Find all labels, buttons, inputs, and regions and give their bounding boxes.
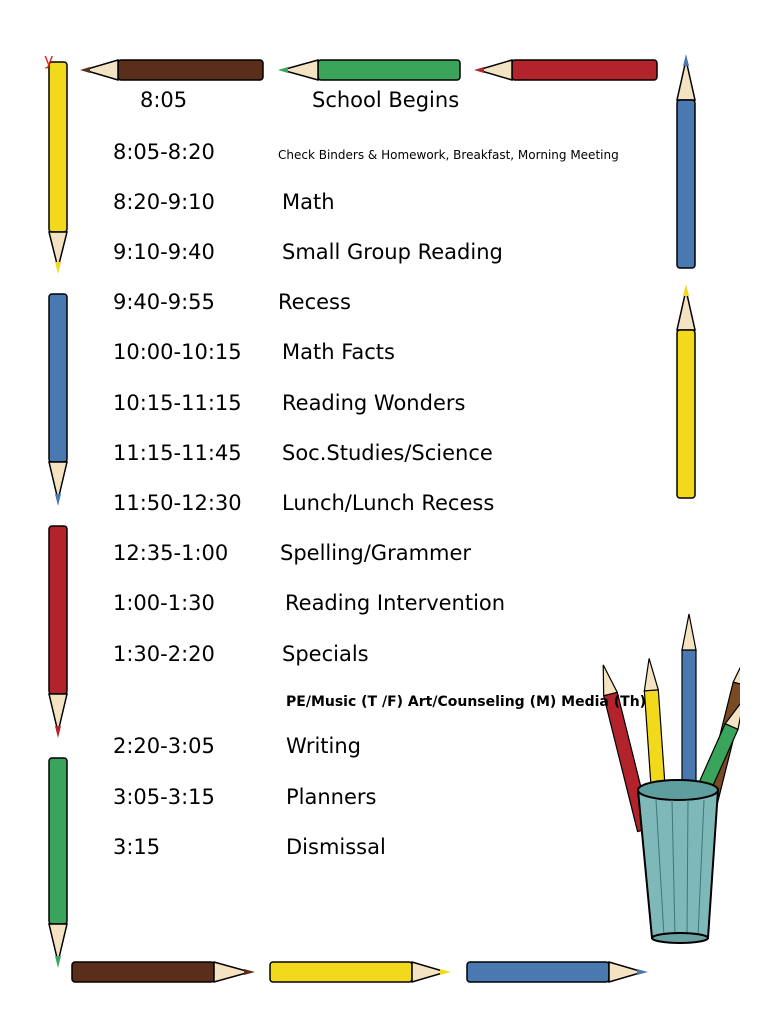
schedule-row xyxy=(0,835,768,875)
schedule-activity: Reading Wonders xyxy=(282,391,466,415)
pencil-bottom-blue-icon xyxy=(467,962,648,982)
schedule-row xyxy=(0,190,768,230)
schedule-row xyxy=(0,140,768,180)
schedule-row xyxy=(0,785,768,825)
schedule-time: 1:30-2:20 xyxy=(113,642,215,666)
schedule-time: 3:15 xyxy=(113,835,161,859)
schedule-time: 8:20-9:10 xyxy=(113,190,215,214)
schedule-time: 9:10-9:40 xyxy=(113,240,215,264)
schedule-row xyxy=(0,642,768,682)
schedule-activity: Math xyxy=(282,190,335,214)
schedule-activity: Soc.Studies/Science xyxy=(282,441,493,465)
pencil-top-red-icon xyxy=(474,60,657,80)
schedule-time: 8:05-8:20 xyxy=(113,140,215,164)
schedule-time: 3:05-3:15 xyxy=(113,785,215,809)
schedule-time: 11:50-12:30 xyxy=(113,491,242,515)
schedule-row xyxy=(0,694,768,734)
schedule-row xyxy=(0,541,768,581)
schedule-time: 12:35-1:00 xyxy=(113,541,229,565)
schedule-time: 11:15-11:45 xyxy=(113,441,242,465)
pencil-top-brown-icon xyxy=(80,60,263,80)
stray-mark: y xyxy=(44,50,54,69)
schedule-row xyxy=(0,340,768,380)
schedule-activity: Lunch/Lunch Recess xyxy=(282,491,495,515)
schedule-row xyxy=(0,290,768,330)
schedule-time: 10:00-10:15 xyxy=(113,340,242,364)
pencil-bottom-yellow-icon xyxy=(270,962,451,982)
pencil-bottom-brown-icon xyxy=(72,962,255,982)
schedule-activity: Reading Intervention xyxy=(285,591,506,615)
schedule-activity: Writing xyxy=(286,734,361,758)
schedule-header xyxy=(0,88,768,128)
schedule-row xyxy=(0,391,768,431)
start-time: 8:05 xyxy=(140,88,188,112)
schedule-row xyxy=(0,591,768,631)
schedule-row xyxy=(0,734,768,774)
pencil-top-green-icon xyxy=(278,60,460,80)
schedule-time: 1:00-1:30 xyxy=(113,591,215,615)
schedule-row xyxy=(0,441,768,481)
schedule-time: 9:40-9:55 xyxy=(113,290,215,314)
schedule-activity: Dismissal xyxy=(286,835,386,859)
schedule-activity: Small Group Reading xyxy=(282,240,503,264)
schedule-activity: PE/Music (T /F) Art/Counseling (M) Media (Th) xyxy=(286,694,647,710)
schedule-activity: Specials xyxy=(282,642,369,666)
schedule-activity: Check Binders & Homework, Breakfast, Morning Meeting xyxy=(278,148,619,162)
schedule-time: 10:15-11:15 xyxy=(113,391,242,415)
page-title: School Begins xyxy=(312,88,460,112)
schedule-activity: Planners xyxy=(286,785,377,809)
schedule-row xyxy=(0,491,768,531)
schedule-activity: Spelling/Grammer xyxy=(280,541,472,565)
schedule-activity: Math Facts xyxy=(282,340,395,364)
schedule-row xyxy=(0,240,768,280)
schedule-time: 2:20-3:05 xyxy=(113,734,215,758)
schedule-activity: Recess xyxy=(278,290,351,314)
